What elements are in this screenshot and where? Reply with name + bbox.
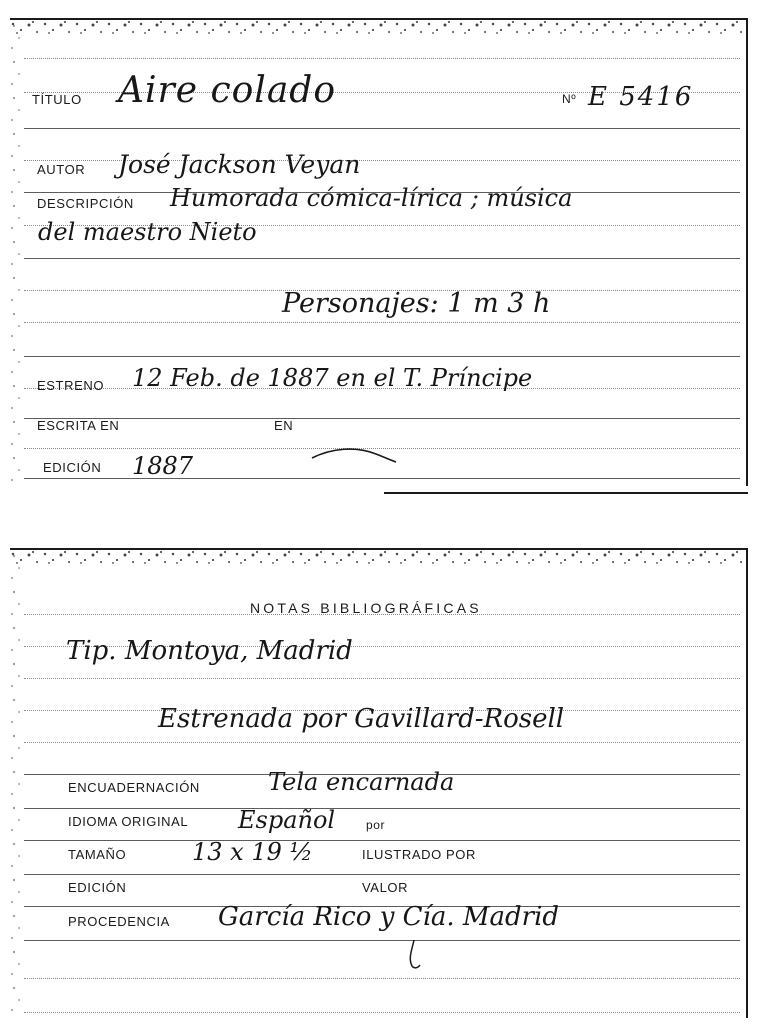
rule-line bbox=[24, 418, 740, 419]
card-bottom-left-edge-texture bbox=[10, 550, 24, 1018]
value-note-line1: Tip. Montoya, Madrid bbox=[66, 636, 353, 666]
catalog-card-top bbox=[10, 18, 748, 486]
label-ilustrado-por: ILUSTRADO POR bbox=[362, 847, 476, 862]
label-numero: Nº bbox=[562, 92, 577, 106]
value-idioma-original: Español bbox=[238, 806, 336, 834]
label-por: por bbox=[366, 818, 386, 832]
catalog-card-bottom bbox=[10, 548, 748, 1018]
value-encuadernacion: Tela encarnada bbox=[268, 768, 455, 796]
card-top-edge-texture bbox=[10, 20, 746, 36]
rule-line bbox=[24, 356, 740, 357]
rule-line bbox=[24, 978, 740, 979]
rule-line bbox=[24, 258, 740, 259]
rule-line bbox=[24, 808, 740, 809]
rule-line bbox=[24, 678, 740, 679]
value-personajes: Personajes: 1 m 3 h bbox=[282, 288, 551, 319]
label-valor: VALOR bbox=[362, 880, 409, 895]
label-edicion: EDICIÓN bbox=[68, 880, 127, 895]
label-procedencia: PROCEDENCIA bbox=[68, 914, 170, 929]
value-descripcion-line1: Humorada cómica-lírica ; música bbox=[170, 184, 573, 212]
rule-line bbox=[24, 128, 740, 129]
label-autor: AUTOR bbox=[37, 162, 86, 177]
label-escrita-en: ESCRITA EN bbox=[37, 418, 120, 433]
rule-line bbox=[24, 840, 740, 841]
value-descripcion-line2: del maestro Nieto bbox=[38, 218, 257, 246]
rule-line bbox=[24, 322, 740, 323]
label-titulo: TÍTULO bbox=[32, 92, 82, 107]
card-left-edge-texture bbox=[10, 20, 24, 486]
pen-flourish bbox=[310, 440, 400, 470]
value-tamano: 13 x 19 ½ bbox=[192, 838, 313, 866]
label-en: EN bbox=[274, 418, 294, 433]
notas-bibliograficas-heading: NOTAS BIBLIOGRÁFICAS bbox=[250, 600, 482, 616]
value-edicion: 1887 bbox=[132, 452, 194, 480]
rule-line bbox=[24, 742, 740, 743]
rule-line bbox=[24, 58, 740, 59]
card-bottom-edge-texture bbox=[10, 550, 746, 566]
rule-line bbox=[24, 1012, 740, 1013]
label-tamano: TAMAÑO bbox=[68, 847, 127, 862]
value-note-line2: Estrenada por Gavillard-Rosell bbox=[158, 704, 565, 734]
label-encuadernacion: ENCUADERNACIÓN bbox=[68, 780, 200, 795]
label-estreno: ESTRENO bbox=[37, 378, 105, 393]
label-descripcion: DESCRIPCIÓN bbox=[37, 196, 134, 211]
pen-mark bbox=[402, 938, 432, 972]
value-autor: José Jackson Veyan bbox=[118, 150, 361, 179]
value-titulo: Aire colado bbox=[118, 70, 336, 111]
value-numero: E 5416 bbox=[588, 82, 694, 112]
card-top-bottom-rule bbox=[384, 492, 748, 494]
rule-line bbox=[24, 874, 740, 875]
label-edicion: EDICIÓN bbox=[43, 460, 102, 475]
label-idioma-original: IDIOMA ORIGINAL bbox=[68, 814, 189, 829]
value-procedencia: García Rico y Cía. Madrid bbox=[218, 902, 560, 932]
rule-line bbox=[24, 940, 740, 941]
value-estreno: 12 Feb. de 1887 en el T. Príncipe bbox=[132, 364, 533, 392]
